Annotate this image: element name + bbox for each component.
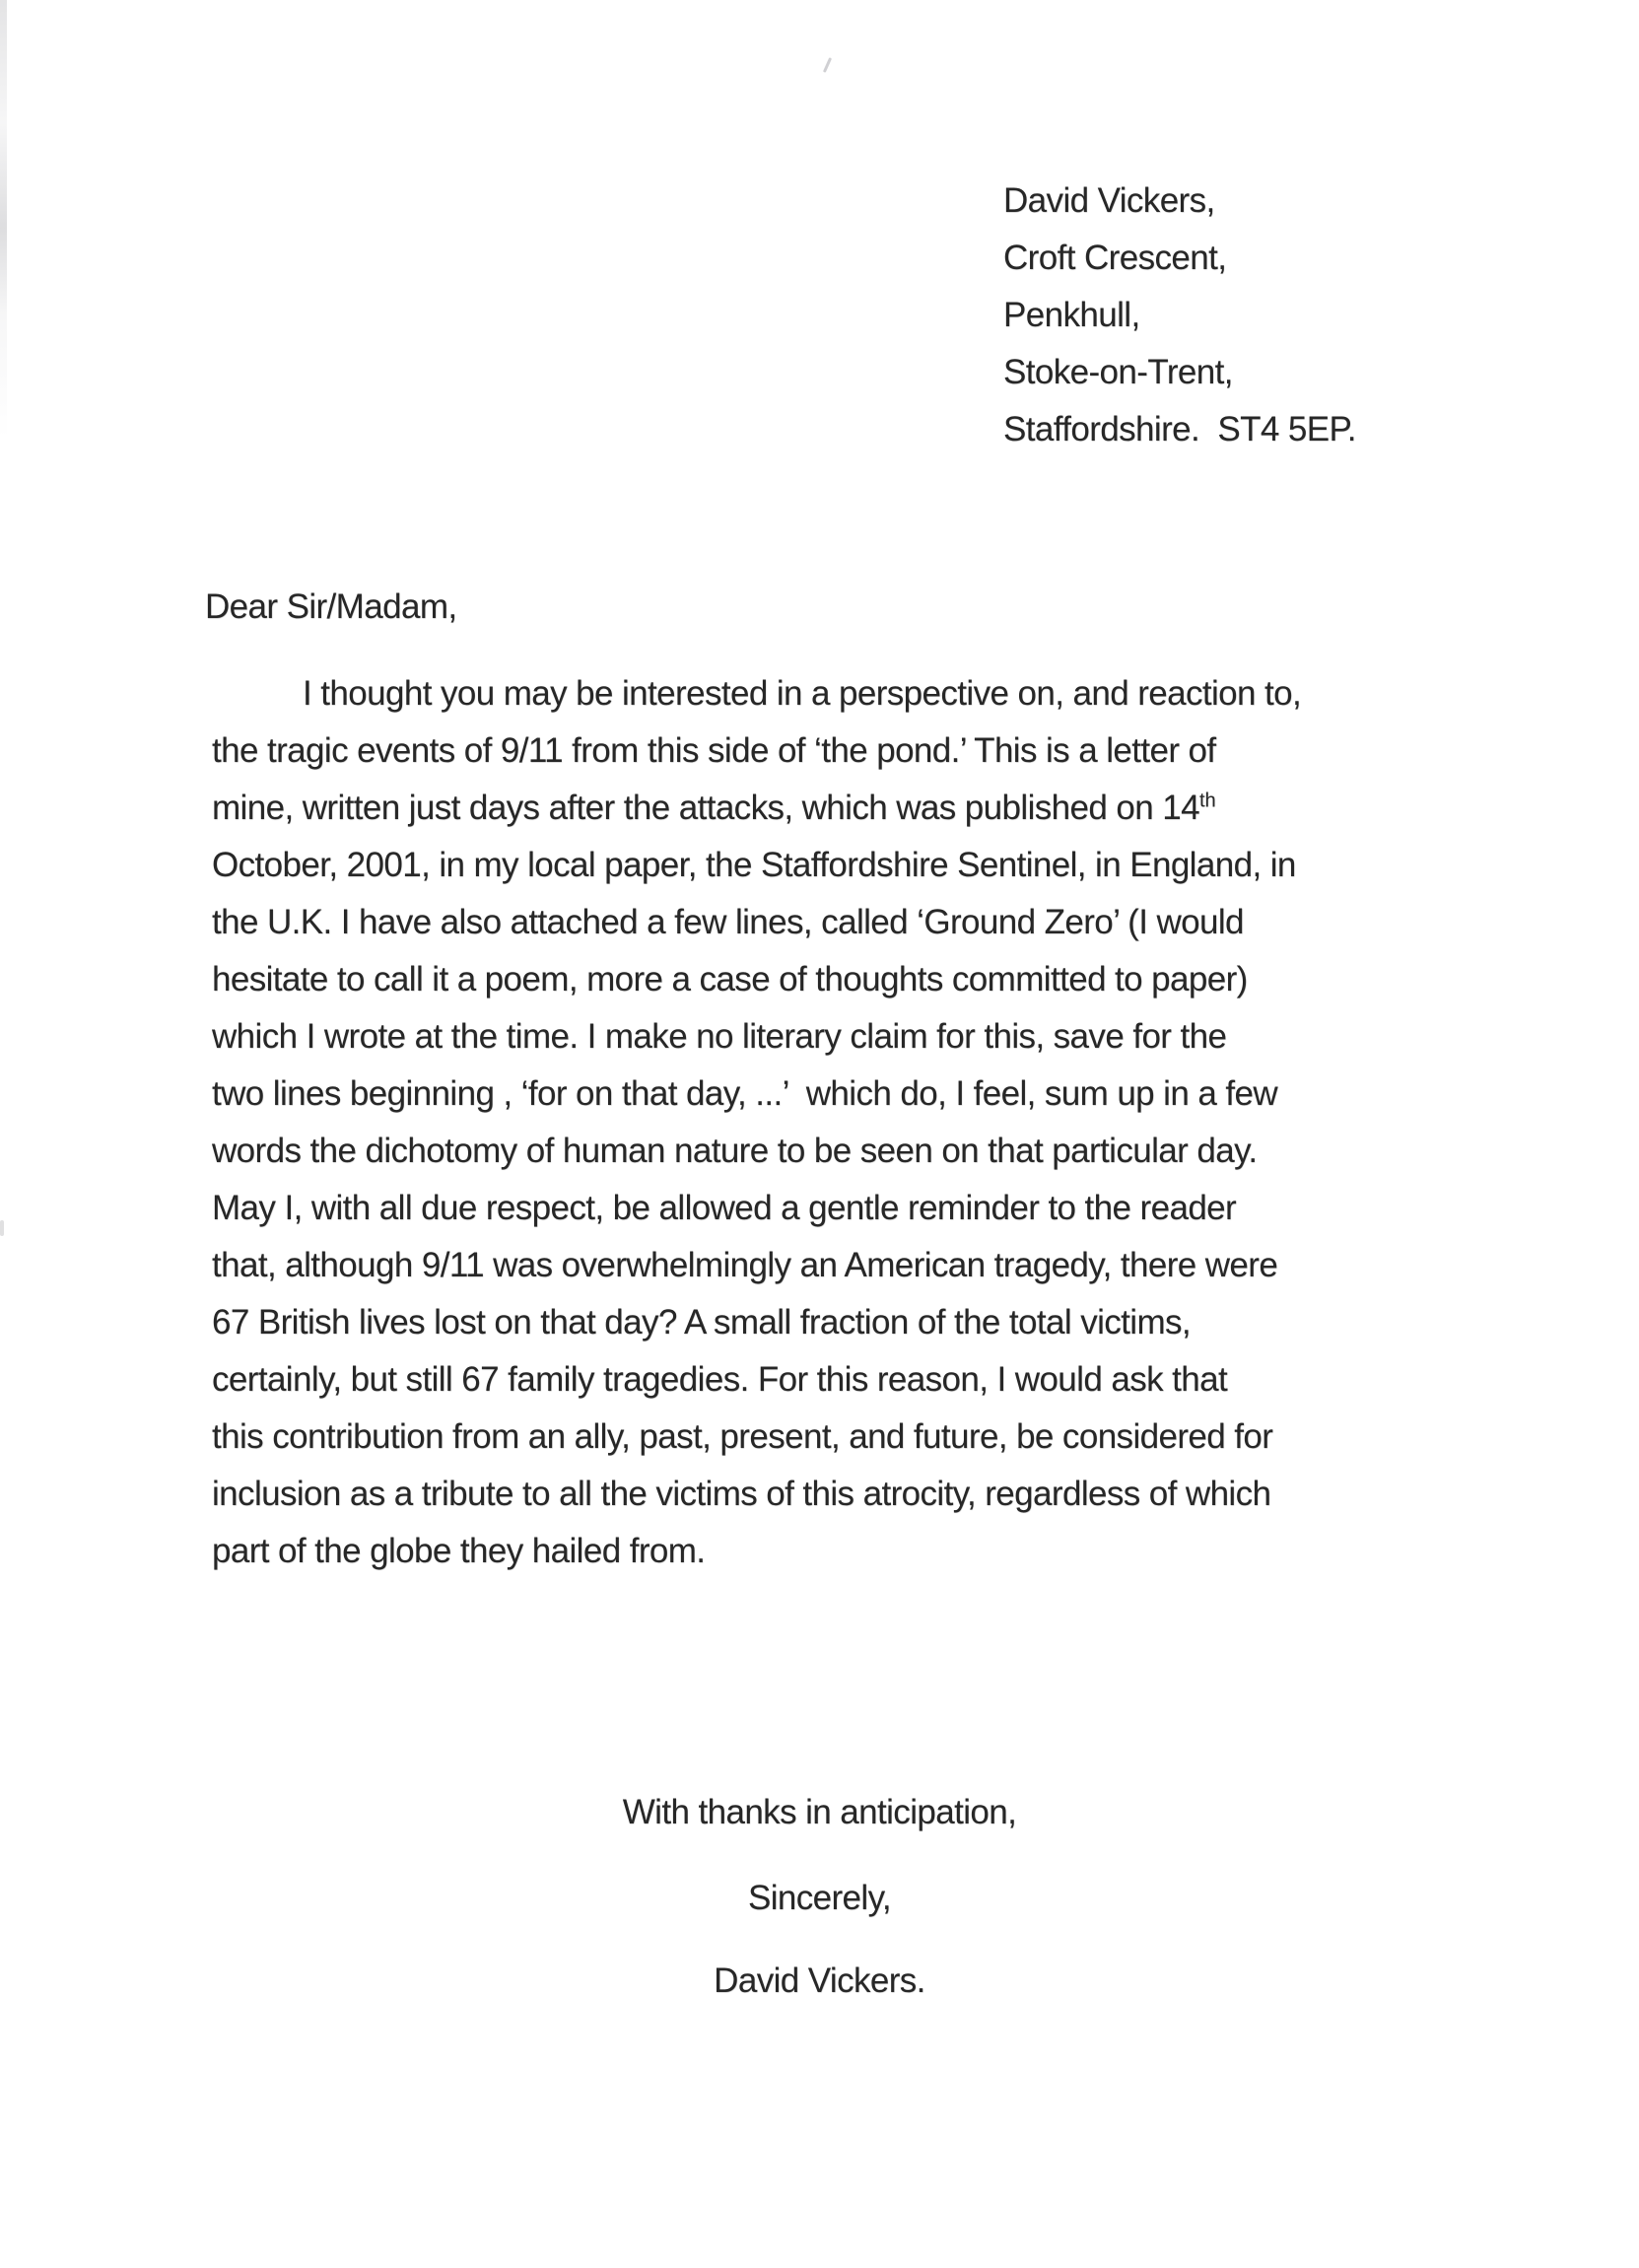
body-line: May I, with all due respect, be allowed a gentle reminder to the reader	[212, 1189, 1237, 1227]
body-line: I thought you may be interested in a perspective on, and reaction to,	[303, 674, 1302, 713]
address-line-name: David Vickers,	[1003, 181, 1215, 220]
body-line-text: mine, written just days after the attacks, which was published on 14	[212, 789, 1199, 827]
ordinal-superscript: th	[1198, 790, 1216, 812]
address-line-district: Penkhull,	[1003, 296, 1140, 334]
closing-sincerely-line: Sincerely,	[747, 1879, 892, 1917]
body-line: which I wrote at the time. I make no literary claim for this, save for the	[212, 1017, 1227, 1056]
address-line-street: Croft Crescent,	[1003, 239, 1227, 277]
closing-signature-name: David Vickers.	[714, 1961, 925, 2000]
body-line: hesitate to call it a poem, more a case of thoughts committed to paper)	[212, 960, 1248, 998]
closing-thanks-line: With thanks in anticipation,	[622, 1793, 1017, 1831]
body-line: 67 British lives lost on that day? A small fraction of the total victims,	[212, 1303, 1192, 1341]
body-line: this contribution from an ally, past, present, and future, be considered for	[212, 1417, 1273, 1456]
address-line-city: Stoke-on-Trent,	[1003, 353, 1233, 391]
address-line-county-postcode: Staffordshire. ST4 5EP.	[1003, 410, 1356, 448]
scan-artifact-left-edge	[0, 0, 7, 439]
body-line: part of the globe they hailed from.	[212, 1532, 706, 1570]
body-line: October, 2001, in my local paper, the Staffordshire Sentinel, in England, in	[212, 846, 1296, 884]
body-line	[212, 780, 1301, 837]
body-line: the tragic events of 9/11 from this side of ‘the pond.’ This is a letter of	[212, 731, 1216, 770]
body-line: two lines beginning , ‘for on that day, ...’ which do, I feel, sum up in a few	[212, 1074, 1277, 1113]
letter-body	[212, 665, 1301, 1580]
salutation: Dear Sir/Madam,	[205, 587, 457, 626]
sender-address	[1003, 172, 1356, 458]
scan-artifact-left-dot	[0, 1220, 4, 1236]
body-line: inclusion as a tribute to all the victims of this atrocity, regardless of which	[212, 1475, 1271, 1513]
body-line: the U.K. I have also attached a few lines, called ‘Ground Zero’ (I would	[212, 903, 1244, 941]
scan-artifact-tick-mark	[823, 57, 832, 73]
body-line: certainly, but still 67 family tragedies. For this reason, I would ask that	[212, 1360, 1228, 1399]
body-line: words the dichotomy of human nature to be seen on that particular day.	[212, 1132, 1258, 1170]
body-line: that, although 9/11 was overwhelmingly an American tragedy, there were	[212, 1246, 1278, 1284]
